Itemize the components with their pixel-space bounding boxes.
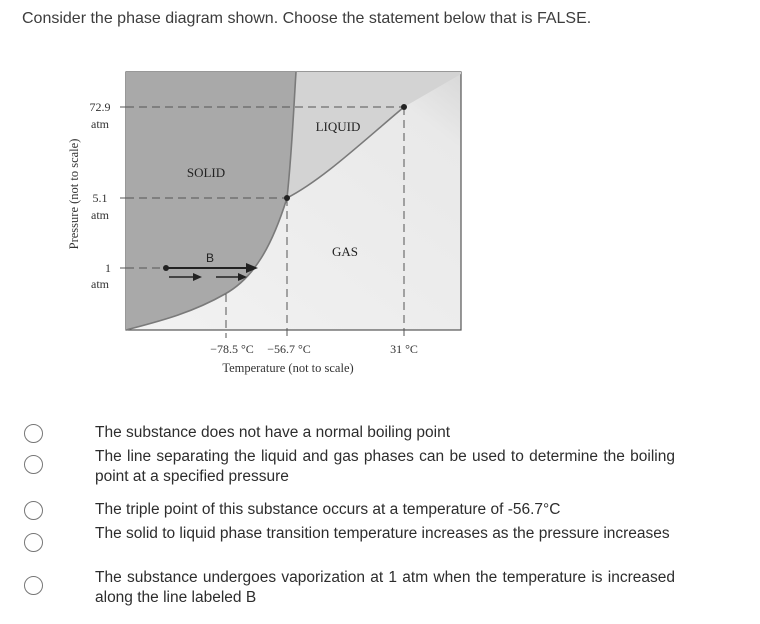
p-tick-1-unit: atm (91, 277, 109, 291)
p-tick-1: 1 (105, 261, 111, 275)
option-1-text: The substance does not have a normal boiling point (95, 424, 451, 441)
option-4-text: The solid to liquid phase transition temperature increases as the pressure increases (95, 525, 670, 542)
option-5-text: The substance undergoes vaporization at 1 atm when the temperature is increased along the line labeled B (95, 569, 675, 606)
option-1-radio[interactable] (24, 424, 43, 443)
p-tick-72-9: 72.9 (89, 100, 111, 114)
solid-label: SOLID (186, 165, 226, 180)
gas-label: GAS (331, 244, 359, 259)
option-5-radio[interactable] (24, 576, 43, 595)
p-tick-5-1: 5.1 (92, 191, 108, 205)
triple-point (284, 195, 290, 201)
x-axis-label: Temperature (not to scale) (222, 361, 354, 375)
liquid-label: LIQUID (315, 119, 361, 134)
phase-diagram (60, 62, 480, 382)
question-text: Consider the phase diagram shown. Choose the statement below that is FALSE. (22, 10, 592, 27)
option-3-text: The triple point of this substance occurs at a temperature of -56.7°C (95, 501, 561, 518)
y-axis-label: Pressure (not to scale) (67, 138, 81, 250)
option-3-radio[interactable] (24, 501, 43, 520)
p-tick-5-1-unit: atm (91, 208, 109, 222)
option-2-radio[interactable] (24, 455, 43, 474)
line-b-label: B (205, 251, 215, 265)
t-tick-minus-56-7: −56.7 °C (267, 342, 311, 356)
t-tick-31: 31 °C (390, 342, 418, 356)
critical-point (401, 104, 407, 110)
t-tick-minus-78-5: −78.5 °C (210, 342, 254, 356)
p-tick-72-9-unit: atm (91, 117, 109, 131)
option-2-text: The line separating the liquid and gas phases can be used to determine the boiling point at a specified pressure (95, 448, 675, 485)
option-4-radio[interactable] (24, 533, 43, 552)
